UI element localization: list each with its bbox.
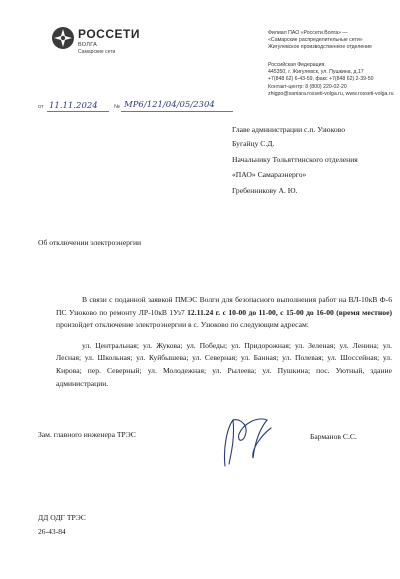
addressee-line: Гребенникову А. Ю. (232, 186, 298, 195)
outgoing-date: 11.11.2024 (49, 101, 98, 111)
brand-region: ВОЛГА (78, 42, 98, 48)
outage-time: 12.11.24 г. с 10-00 до 11-00, с 15-00 до 16-00 (время местное) (187, 307, 392, 317)
contact-department: ДД ОДГ ТРЭС (38, 513, 86, 522)
addressee-line: Бугайцу С.Д. (232, 139, 275, 148)
branch-line: «Самарские распределительные сети» (268, 37, 363, 44)
address-list: ул. Центральная; ул. Жукова; ул. Победы; ул. Придорожная; ул. Зеленая; ул. Ленина; ул. Лесная; ул. Школьная; ул. Куйбышева; ул. Северная; ул. Банная; ул. Полевая; ул. Шоссейная; ул. Кирова; пер. Северный; ул. Молодежная; ул. Рылеева; ул. Пушкина; пос. Уютный, здание администрации. (56, 340, 392, 388)
signer-role: Зам. главного инженера ТРЭС (38, 430, 136, 439)
branch-address (268, 62, 394, 98)
address-line: zhigpo@samara.rosseti-volga.ru, www.rosseti-volga.ru (268, 90, 394, 97)
brand-subsidiary: Самарские сети (78, 49, 116, 55)
number-underline (121, 111, 233, 112)
brand-name: РОССЕТИ (78, 27, 140, 41)
letter-subject: Об отключении электроэнергии (38, 238, 142, 247)
number-prefix: № (114, 104, 120, 110)
addressee-line: Главе администрации с.п. Узюково (232, 125, 346, 134)
outgoing-number: МР6/121/04/05/2304 (124, 100, 215, 110)
handwritten-signature (205, 408, 285, 472)
body-text: В связи с поданной заявкой ПМЭС Волги для безопасного выполнения работ на ВЛ-10кВ Ф-6 ПС Узюково по ремонту ЛР-10кВ 1Уз7 (56, 295, 392, 317)
date-prefix: от (38, 104, 44, 110)
branch-line: Жигулевское производственное отделение (268, 44, 372, 51)
address-line: Российская Федерация, (268, 62, 326, 68)
branch-info (268, 30, 372, 52)
body-text: произойдет отключение электроэнергии в с. Узюково по следующим адресам: (56, 320, 309, 330)
branch-line: Филиал ПАО «Россети Волга» — (268, 30, 348, 36)
signer-name: Барманов С.С. (310, 432, 357, 441)
contact-phone: 26-43-84 (38, 527, 66, 536)
date-underline (47, 111, 109, 112)
address-line: +7(848 62) 6-43-59, факс +7(848 62) 2-39-50 (268, 76, 374, 83)
addressee-line: «ПАО» Самараэнерго» (232, 170, 307, 179)
body-paragraph (56, 294, 392, 332)
rosseti-logo-icon (51, 26, 75, 50)
letter-body (56, 294, 392, 390)
address-line: Контакт-центр: 8 (800) 220-02-20 (268, 83, 347, 90)
addressee-line: Начальнику Тольяттинского отделения (232, 155, 358, 164)
address-line: 445350, г. Жигулевск, ул. Пушкина, д.17 (268, 69, 364, 76)
outgoing-reference (38, 101, 238, 115)
company-logo (51, 24, 171, 60)
